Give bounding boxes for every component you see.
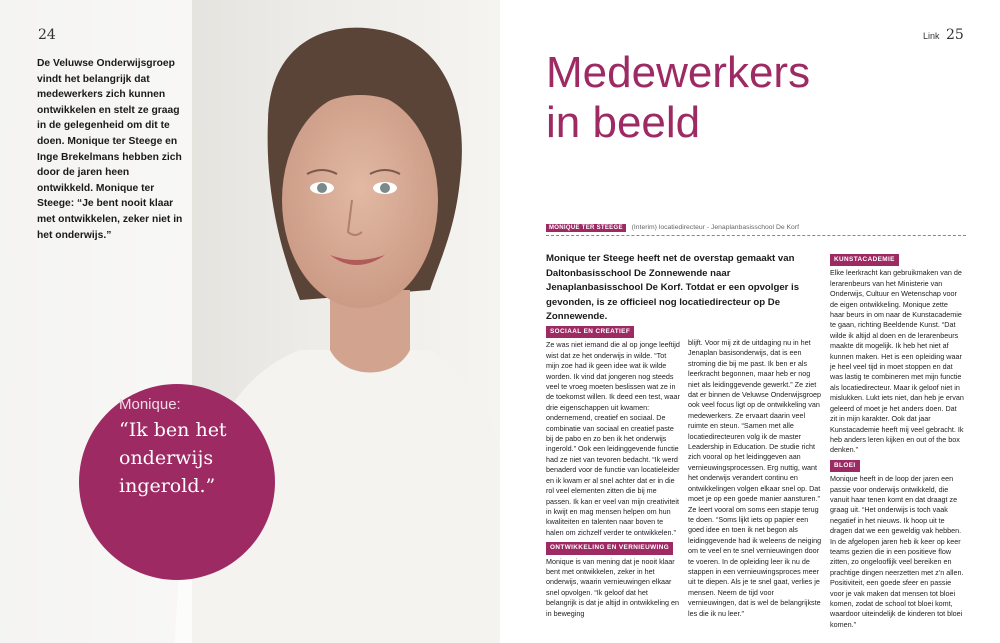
headline-line-2: in beeld <box>546 98 701 147</box>
column-1 <box>546 326 680 623</box>
section-heading: BLOEI <box>830 460 860 472</box>
section-heading: KUNSTACADEMIE <box>830 254 899 266</box>
body-text: Ze was niet iemand die al op jonge leeftijd wist dat ze het onderwijs in wilde. “Tot mijn zoe had ik geen idee wat ik wilde worden. Ik vind dat jongeren nog steeds veel te vroeg moeten beslissen wat ze in de toekomst willen. Ik deed een test, waar drie eigenschappen uit kwamen: ondernemend, creatief en sociaal. De combinatie van sociaal en creatief paste bij de pabo en zo ben ik het onderwijs ingerold.” Ook een leidinggevende functie had ze niet van tevoren bedacht. “Ik werd benaderd voor de functie van locatieleider en ik kwam er al snel achter dat er in die rol veel elementen zitten die bij me passen. Ik kan er veel van mijn creativiteit in kwijt en mag mensen helpen om hun kwaliteiten en talenten naar boven te halen om zichzelf verder te ontwikkelen.” <box>546 340 680 537</box>
body-text: Monique heeft in de loop der jaren een passie voor onderwijs ontwikkeld, die vanuit haar tenen komt en dat draagt ze graag uit. “Het onderwijs is toch vaak negatief in het nieuws. Ik hoop uit te dragen dat we een geweldig vak hebben. In de afgelopen jaren heb ik keer op keer teams gezien die in een positieve flow zitten, zo ongelooflijk veel bereiken en prachtige dingen neerzetten met z’n allen. Positiviteit, een goede sfeer en passie voor je vak maken dat mensen tot bloei komen, zodat de school tot bloei komt, waardoor uiteindelijk de kinderen tot bloei komen.” <box>830 474 964 629</box>
body-text: Elke leerkracht kan gebruikmaken van de lerarenbeurs van het Ministerie van Onderwijs, Cultuur en Wetenschap voor de eigen ontwikkeling. Monique zette haar beurs in om naar de Kunstacademie te gaan, richting Beeldende Kunst. “Dat wilde ik altijd al doen en de lerarenbeurs maakte dit mogelijk. Ik heb het niet af kunnen maken. Het is een opleiding waar je heel veel tijd in moet stoppen en dat was lastig te combineren met mijn functie als locatiedirecteur. Maar ik geloof niet in mislukken. Lukt iets niet, dan heb je ervan geleerd of moet je het anders doen. Dat zit in mijn karakter. Ook dat jaar Kunstacademie heeft mij veel gebracht. Ik heb anders leren kijken en out of the box denken.” <box>830 268 964 455</box>
body-text: Monique is van mening dat je nooit klaar bent met ontwikkelen, zeker in het onderwijs, waarin vernieuwingen elkaar snel opvolgen. “Ik geloof dat het belangrijk is dat je altijd in ontwikkeling en in beweging <box>546 556 680 618</box>
section-heading: ONTWIKKELING EN VERNIEUWING <box>546 542 673 554</box>
quote-circle <box>79 384 275 580</box>
pull-quote: “Ik ben het onderwijs ingerold.” <box>119 419 227 497</box>
headline-line-1: Medewerkers <box>546 48 811 97</box>
page-number-left: 24 <box>38 27 56 43</box>
byline-role: (Interim) locatiedirecteur - Jenaplanbasisschool De Korf <box>631 224 799 231</box>
byline <box>546 224 966 236</box>
magazine-name: Link <box>923 31 940 41</box>
page-number-right: 25 <box>946 27 964 43</box>
right-page <box>500 0 1000 643</box>
intro-text: De Veluwse Onderwijsgroep vindt het belangrijk dat medewerkers zich kunnen ontwikkelen en stelt ze graag in de gelegenheid om dit te doen. Monique ter Steege en Inge Brekelmans hebben zich door de jaren heen ontwikkeld. Monique ter Steege: “Je bent nooit klaar met ontwikkelen, zeker niet in het onderwijs.” <box>37 58 183 241</box>
body-text: blijft. Voor mij zit de uitdaging nu in het Jenaplan basisonderwijs, dat is een stroming die bij me past. Ik ben er als leerkracht begonnen, maar heb er nog niet als leidinggevende gewerkt.” Ze ziet dat er binnen de Veluwse Onderwijsgroep ook veel focus ligt op de ontwikkeling van medewerkers. Ze ervaart daarin veel ruimte en steun. “Samen met alle locatiedirecteuren volg ik de master Leadership in Education. De studie richt zich vooral op het leidinggeven aan vernieuwingsprocessen. Erg nuttig, want het onderwijs verandert continu en ontwikkelingen volgen elkaar snel op. Dat moet je op een goede manier aansturen.” Ze leert vooral om soms een stapje terug te doen. “Soms lijkt iets op papier een goed idee en toen ik net begon als leidinggevende had ik weleens de neiging om te veel en te snel vernieuwingen door te voeren. In de opleiding leer ik nu de stappen in een vernieuwingsproces meer uit te diepen. Als je te snel gaat, verlies je mensen. Neem de tijd voor vernieuwingen, dat is wel de belangrijkste les die ik nu leer.” <box>688 338 822 618</box>
section-heading: SOCIAAL EN CREATIEF <box>546 326 634 338</box>
lead-paragraph: Monique ter Steege heeft net de overstap gemaakt van Daltonbasisschool De Zonnewende naar Jenaplanbasisschool De Korf. Totdat er een opvolger is gevonden, is ze officieel nog locatiedirecteur op De Zonnewende. <box>546 253 800 322</box>
quote-name: Monique: <box>119 396 181 413</box>
byline-name: MONIQUE TER STEEGE <box>546 224 626 232</box>
column-3 <box>830 254 964 634</box>
headline <box>546 48 810 148</box>
column-2 <box>688 338 822 623</box>
